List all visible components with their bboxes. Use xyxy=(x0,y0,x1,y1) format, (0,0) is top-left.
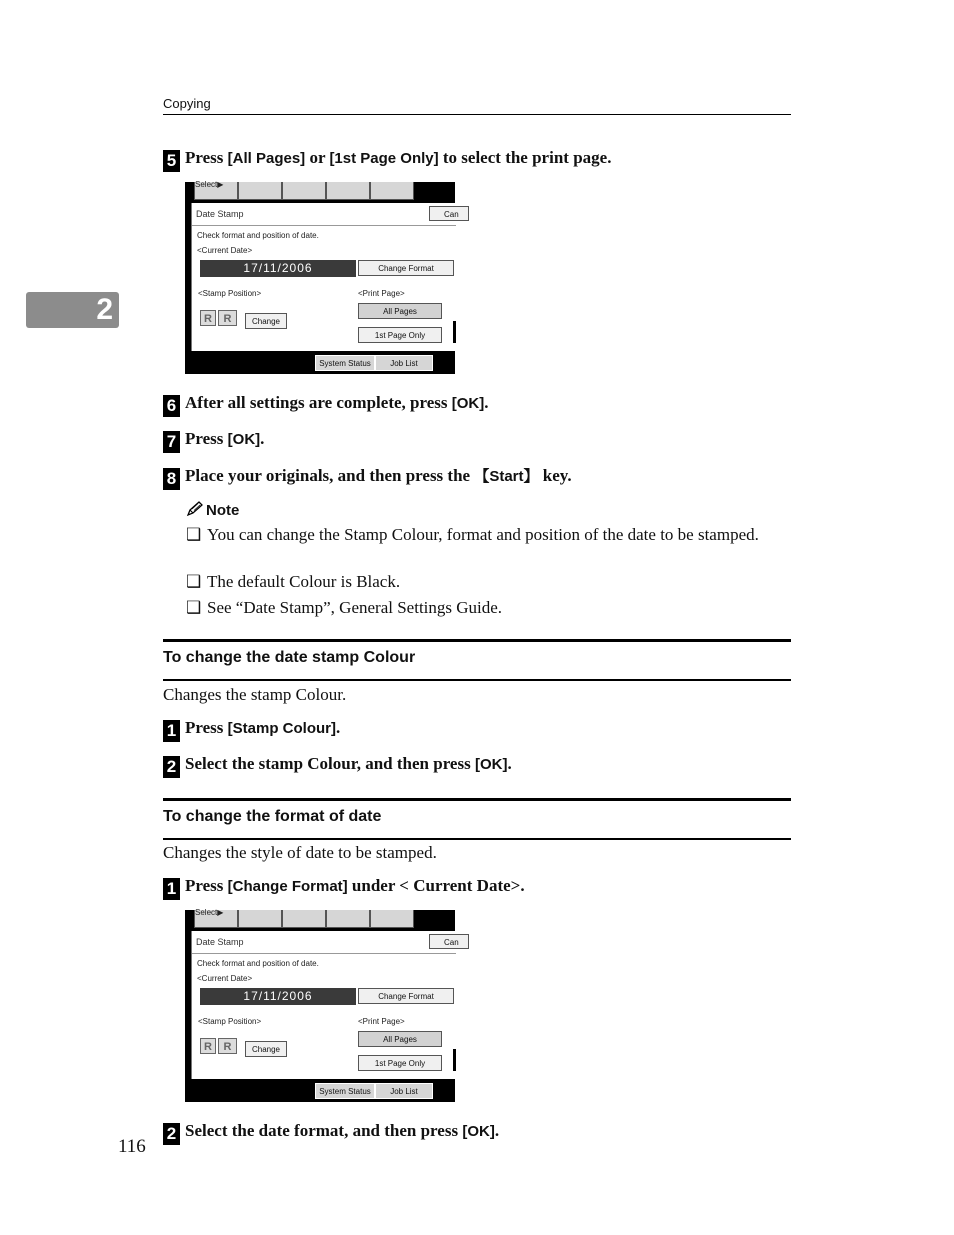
screen-tab-select[interactable]: Select▶ xyxy=(194,182,238,200)
change-format-button[interactable]: Change Format xyxy=(358,260,454,276)
chapter-number: 2 xyxy=(96,293,113,326)
key-all-pages: [All Pages] xyxy=(227,150,306,167)
change-position-button[interactable]: Change xyxy=(245,313,287,329)
step-7: 7 Press [OK]. xyxy=(163,429,264,453)
screen-tab[interactable] xyxy=(370,182,414,200)
current-date-label: <Current Date> xyxy=(197,246,253,255)
stamp-position-icon: R xyxy=(200,1038,216,1054)
key-1st-page-only: [1st Page Only] xyxy=(329,150,439,167)
screen-panel xyxy=(191,931,459,1079)
print-page-label: <Print Page> xyxy=(358,1017,405,1026)
step-6: 6 After all settings are complete, press [OK]. xyxy=(163,393,489,417)
stamp-position-label: <Stamp Position> xyxy=(198,289,262,298)
step-number: 7 xyxy=(163,431,180,453)
chapter-tab xyxy=(26,292,119,328)
note-item: ❑ See “Date Stamp”, General Settings Guide. xyxy=(186,598,503,617)
step-5: 5 Press [All Pages] or [1st Page Only] to select the print page. xyxy=(163,148,611,172)
key-change-format: [Change Format] xyxy=(227,878,348,895)
cancel-button[interactable]: Can xyxy=(429,206,469,221)
checkbox-bullet-icon: ❑ xyxy=(186,572,202,591)
note-item: ❑ The default Colour is Black. xyxy=(186,572,401,591)
date-stamp-screenshot xyxy=(185,180,459,374)
page-number: 116 xyxy=(118,1136,146,1157)
step-number: 2 xyxy=(163,1123,180,1145)
section-heading: To change the date stamp Colour xyxy=(163,639,791,681)
step-number: 6 xyxy=(163,395,180,417)
step-number: 1 xyxy=(163,720,180,742)
screen-tab[interactable] xyxy=(282,910,326,928)
first-page-only-button[interactable]: 1st Page Only xyxy=(358,1055,442,1071)
running-header: Copying xyxy=(163,96,211,111)
print-page-label: <Print Page> xyxy=(358,289,405,298)
checkbox-bullet-icon: ❑ xyxy=(186,598,202,617)
screen-tab[interactable] xyxy=(326,910,370,928)
section1-step-2: 2 Select the stamp Colour, and then press [OK]. xyxy=(163,754,512,778)
screen-tab[interactable] xyxy=(370,910,414,928)
stamp-position-icon: R xyxy=(218,1038,237,1054)
screen-title: Date Stamp xyxy=(196,937,244,947)
system-status-button[interactable]: System Status xyxy=(315,355,375,371)
header-rule xyxy=(163,114,791,115)
date-stamp-screenshot xyxy=(185,908,459,1102)
key-ok: [OK] xyxy=(474,756,508,773)
screen-tab[interactable] xyxy=(326,182,370,200)
scroll-edge xyxy=(453,321,456,343)
section-heading: To change the format of date xyxy=(163,798,791,840)
screen-tab[interactable] xyxy=(238,910,282,928)
first-page-only-button[interactable]: 1st Page Only xyxy=(358,327,442,343)
step-number: 8 xyxy=(163,468,180,490)
section-intro: Changes the stamp Colour. xyxy=(163,685,347,704)
screen-message: Check format and position of date. xyxy=(197,231,319,240)
screen-tab[interactable] xyxy=(238,182,282,200)
current-date-value: 17/11/2006 xyxy=(200,260,356,277)
system-status-button[interactable]: System Status xyxy=(315,1083,375,1099)
screen-message: Check format and position of date. xyxy=(197,959,319,968)
screen-tab-select[interactable]: Select▶ xyxy=(194,910,238,928)
note-heading: Note xyxy=(186,501,239,521)
job-list-button[interactable]: Job List xyxy=(375,1083,433,1099)
screen-tab[interactable] xyxy=(282,182,326,200)
stamp-position-label: <Stamp Position> xyxy=(198,1017,262,1026)
section1-step-1: 1 Press [Stamp Colour]. xyxy=(163,718,340,742)
section-intro: Changes the style of date to be stamped. xyxy=(163,843,437,862)
pencil-icon xyxy=(186,501,204,521)
all-pages-button[interactable]: All Pages xyxy=(358,303,442,319)
screen-divider xyxy=(192,953,456,954)
stamp-position-icon: R xyxy=(218,310,237,326)
key-ok: [OK] xyxy=(227,431,261,448)
key-ok: [OK] xyxy=(451,395,485,412)
section2-step-2: 2 Select the date format, and then press [OK]. xyxy=(163,1121,499,1145)
screen-tab-strip xyxy=(185,182,455,202)
scroll-edge xyxy=(453,1049,456,1071)
note-item: ❑ You can change the Stamp Colour, format and position of the date to be stamped. xyxy=(186,525,759,544)
screen-divider xyxy=(192,225,456,226)
step-number: 2 xyxy=(163,756,180,778)
screen-title: Date Stamp xyxy=(196,209,244,219)
screen-tab-strip xyxy=(185,910,455,930)
current-date-label: <Current Date> xyxy=(197,974,253,983)
stamp-position-icon: R xyxy=(200,310,216,326)
change-position-button[interactable]: Change xyxy=(245,1041,287,1057)
section2-step-1: 1 Press [Change Format] under < Current Date>. xyxy=(163,876,525,900)
checkbox-bullet-icon: ❑ xyxy=(186,525,202,544)
step-8: 8 Place your originals, and then press the 【Start】 key. xyxy=(163,465,572,490)
key-ok: [OK] xyxy=(462,1123,495,1140)
cancel-button[interactable]: Can xyxy=(429,934,469,949)
job-list-button[interactable]: Job List xyxy=(375,355,433,371)
key-start: 【Start】 xyxy=(474,468,539,485)
change-format-button[interactable]: Change Format xyxy=(358,988,454,1004)
all-pages-button[interactable]: All Pages xyxy=(358,1031,442,1047)
current-date-value: 17/11/2006 xyxy=(200,988,356,1005)
step-number: 1 xyxy=(163,878,180,900)
screen-panel xyxy=(191,203,459,351)
key-stamp-colour: [Stamp Colour] xyxy=(227,720,336,737)
step-number: 5 xyxy=(163,150,180,172)
